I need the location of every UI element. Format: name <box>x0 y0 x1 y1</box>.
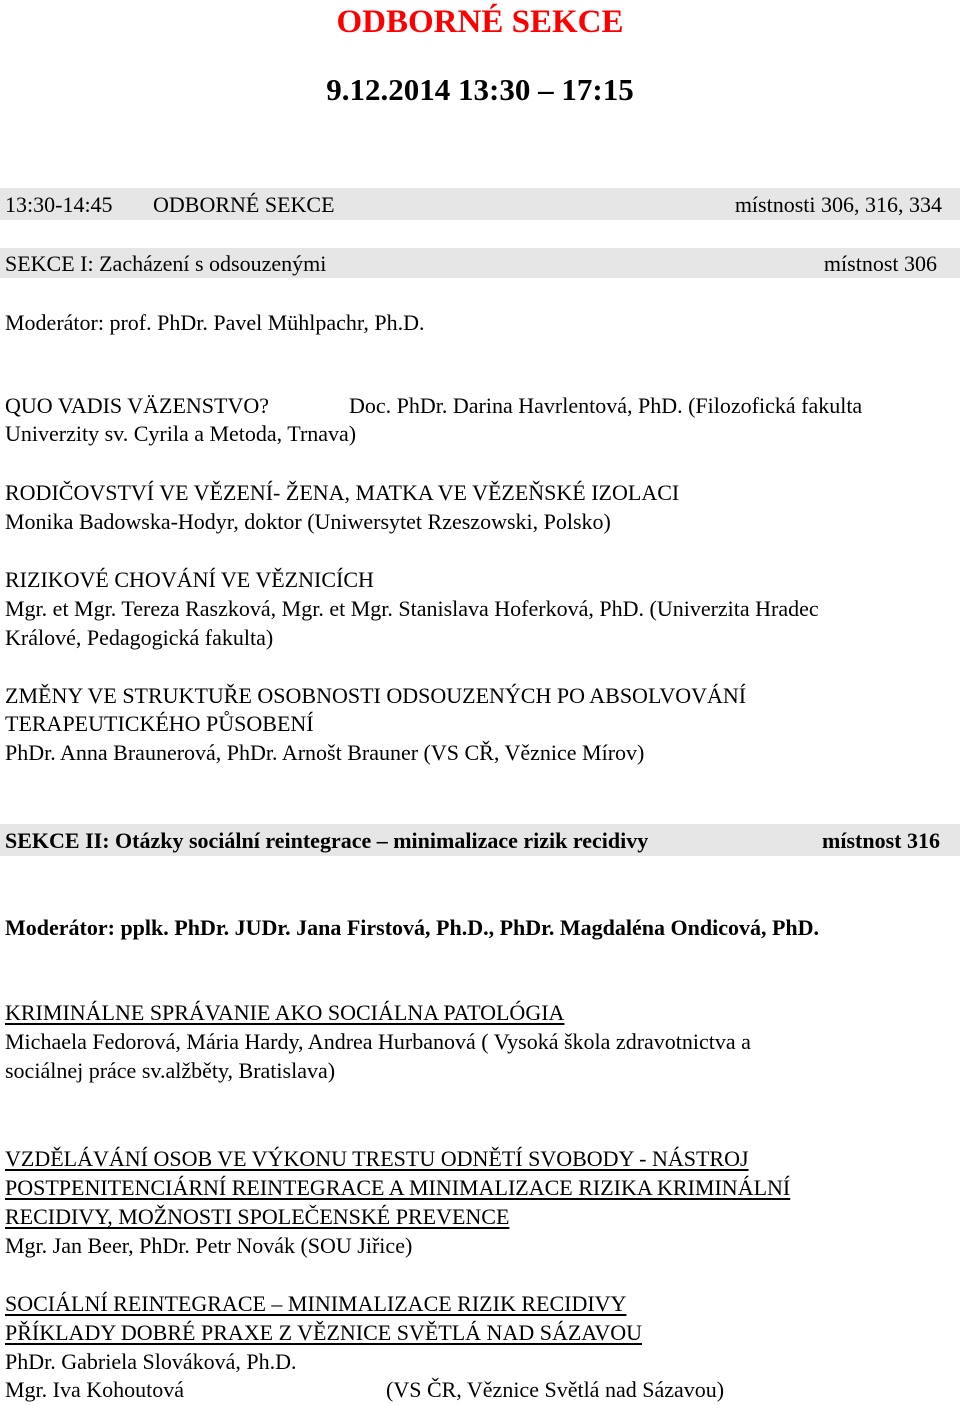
page-title: ODBORNÉ SEKCE <box>336 4 624 40</box>
talk-affiliation: (VS ČR, Věznice Světlá nad Sázavou) <box>386 1377 725 1402</box>
section1-title: SEKCE I: Zacházení s odsouzenými <box>5 251 327 276</box>
section2-room: místnost 316 <box>822 828 940 853</box>
talk-title-continued: RECIDIVY, MOŽNOSTI SPOLEČENSKÉ PREVENCE <box>5 1204 510 1229</box>
section2-moderator: Moderátor: pplk. PhDr. JUDr. Jana Firstová, Ph.D., PhDr. Magdaléna Ondicová, PhD. <box>5 915 820 940</box>
talk-author-continued: sociálnej práce sv.alžběty, Bratislava) <box>5 1058 336 1083</box>
talk-title: KRIMINÁLNE SPRÁVANIE AKO SOCIÁLNA PATOLÓGIA <box>5 1000 565 1025</box>
talk-author-continued: Mgr. Iva Kohoutová <box>5 1377 185 1402</box>
section1-moderator: Moderátor: prof. PhDr. Pavel Mühlpachr, Ph.D. <box>5 310 425 335</box>
talk-title-continued: TERAPEUTICKÉHO PŮSOBENÍ <box>5 711 314 736</box>
talk-title: RODIČOVSTVÍ VE VĚZENÍ- ŽENA, MATKA VE VĚZEŇSKÉ IZOLACI <box>5 480 680 505</box>
talk-title: ZMĚNY VE STRUKTUŘE OSOBNOSTI ODSOUZENÝCH PO ABSOLVOVÁNÍ <box>5 683 747 708</box>
overview-label: ODBORNÉ SEKCE <box>153 192 335 217</box>
overview-rooms: místnosti 306, 316, 334 <box>734 192 942 217</box>
talk-author: PhDr. Gabriela Slováková, Ph.D. <box>5 1349 297 1374</box>
talk-title-continued: PŘÍKLADY DOBRÉ PRAXE Z VĚZNICE SVĚTLÁ NAD SÁZAVOU <box>5 1320 642 1345</box>
talk-title: VZDĚLÁVÁNÍ OSOB VE VÝKONU TRESTU ODNĚTÍ SVOBODY - NÁSTROJ <box>5 1146 749 1171</box>
talk-author: Mgr. et Mgr. Tereza Raszková, Mgr. et Mgr. Stanislava Hoferková, PhD. (Univerzita Hradec <box>5 596 819 621</box>
talk-author: Mgr. Jan Beer, PhDr. Petr Novák (SOU Jiřice) <box>5 1233 413 1258</box>
talk-title: SOCIÁLNÍ REINTEGRACE – MINIMALIZACE RIZIK RECIDIVY <box>5 1291 627 1316</box>
event-datetime: 9.12.2014 13:30 – 17:15 <box>326 72 634 107</box>
talk-author: Doc. PhDr. Darina Havrlentová, PhD. (Filozofická fakulta <box>349 393 863 418</box>
talk-author-continued: Univerzity sv. Cyrila a Metoda, Trnava) <box>5 421 357 446</box>
talk-title: QUO VADIS VÄZENSTVO? <box>5 393 270 418</box>
overview-time: 13:30-14:45 <box>5 192 113 217</box>
talk-author-continued: Králové, Pedagogická fakulta) <box>5 625 274 650</box>
section2-title: SEKCE II: Otázky sociální reintegrace – minimalizace rizik recidivy <box>5 828 649 853</box>
talk-author: Monika Badowska-Hodyr, doktor (Uniwersytet Rzeszowski, Polsko) <box>5 509 611 534</box>
talk-title-continued: POSTPENITENCIÁRNÍ REINTEGRACE A MINIMALIZACE RIZIKA KRIMINÁLNÍ <box>5 1175 791 1200</box>
talk-author: PhDr. Anna Braunerová, PhDr. Arnošt Brauner (VS CŘ, Věznice Mírov) <box>5 740 645 765</box>
talk-title: RIZIKOVÉ CHOVÁNÍ VE VĚZNICÍCH <box>5 567 374 592</box>
section1-room: místnost 306 <box>823 251 937 276</box>
talk-author: Michaela Fedorová, Mária Hardy, Andrea Hurbanová ( Vysoká škola zdravotnictva a <box>5 1029 751 1054</box>
